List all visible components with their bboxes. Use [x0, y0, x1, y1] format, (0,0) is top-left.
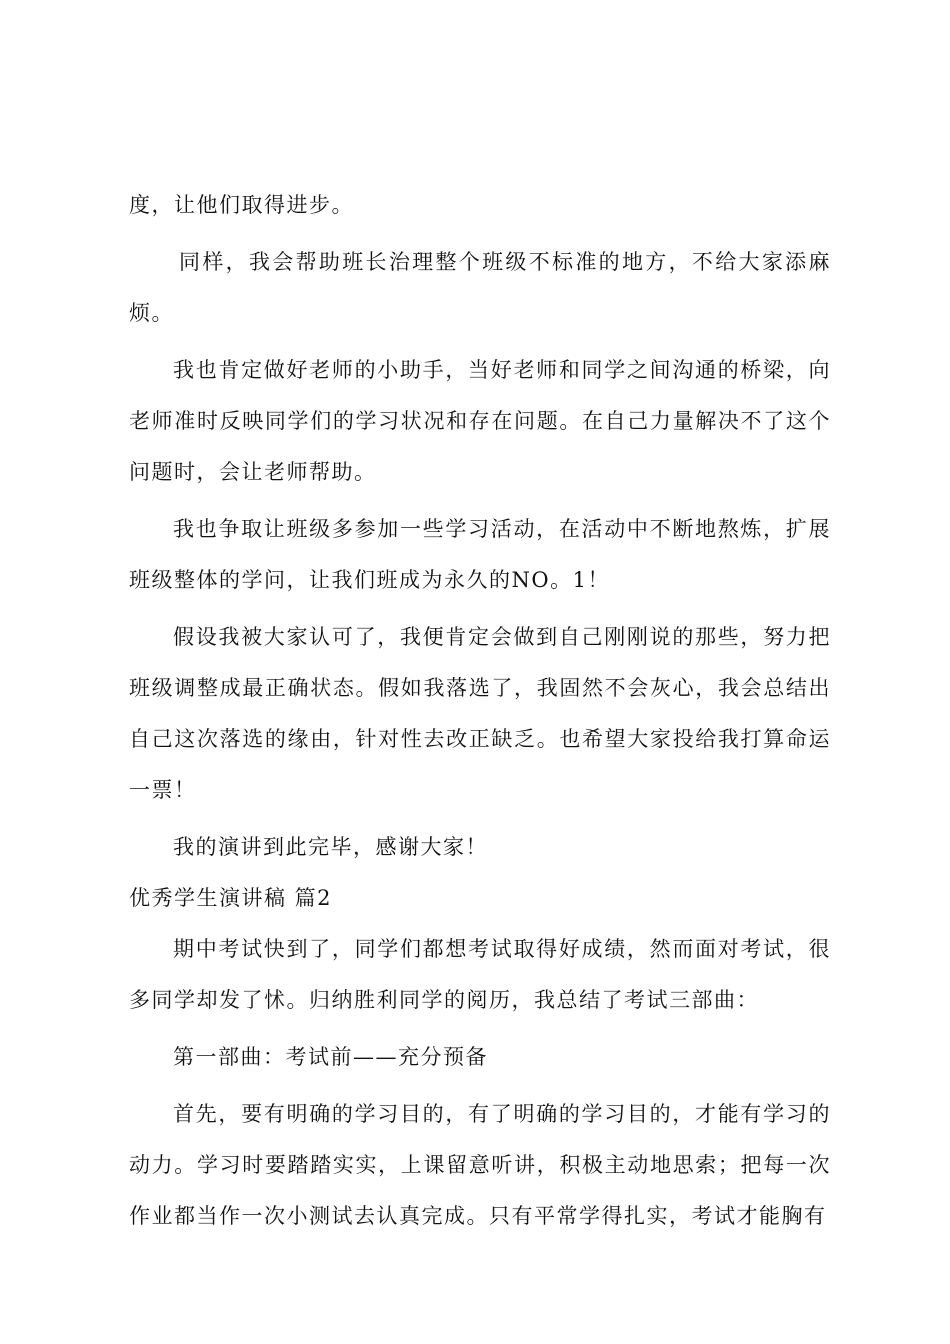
- document-body: [129, 180, 831, 1242]
- paragraph-election: 假设我被大家认可了，我便肯定会做到自己刚刚说的那些，努力把班级调整成最正确状态。假如我落选了，我固然不会灰心，我会总结出自己这次落选的缘由，针对性去改正缺乏。也希望大家投给我打算命运一票！: [129, 625, 831, 802]
- paragraph-continuation: 度，让他们取得进步。: [129, 193, 354, 217]
- paragraph-teacher-helper: 我也肯定做好老师的小助手，当好老师和同学之间沟通的桥梁，向老师准时反映同学们的学习状况和存在问题。在自己力量解决不了这个问题时，会让老师帮助。: [129, 358, 831, 484]
- paragraph-help-monitor: 同样，我会帮助班长治理整个班级不标准的地方，不给大家添麻烦。: [129, 250, 831, 325]
- paragraph-part-one-title: 第一部曲：考试前——充分预备: [173, 1045, 488, 1069]
- section-heading: 优秀学生演讲稿 篇2: [129, 886, 333, 910]
- paragraph-part-one-body: 首先，要有明确的学习目的，有了明确的学习目的，才能有学习的动力。学习时要踏踏实实，上课留意听讲，积极主动地思索；把每一次作业都当作一次小测试去认真完成。只有平常学得扎实，考试才能胸有: [129, 1102, 831, 1228]
- paragraph-closing: 我的演讲到此完毕，感谢大家！: [173, 835, 488, 859]
- paragraph-activities: 我也争取让班级多参加一些学习活动，在活动中不断地熬炼，扩展班级整体的学问，让我们班成为永久的NO。1！: [129, 517, 831, 592]
- paragraph-exam-intro: 期中考试快到了，同学们都想考试取得好成绩，然而面对考试，很多同学却发了怵。归纳胜利同学的阅历，我总结了考试三部曲：: [129, 937, 831, 1012]
